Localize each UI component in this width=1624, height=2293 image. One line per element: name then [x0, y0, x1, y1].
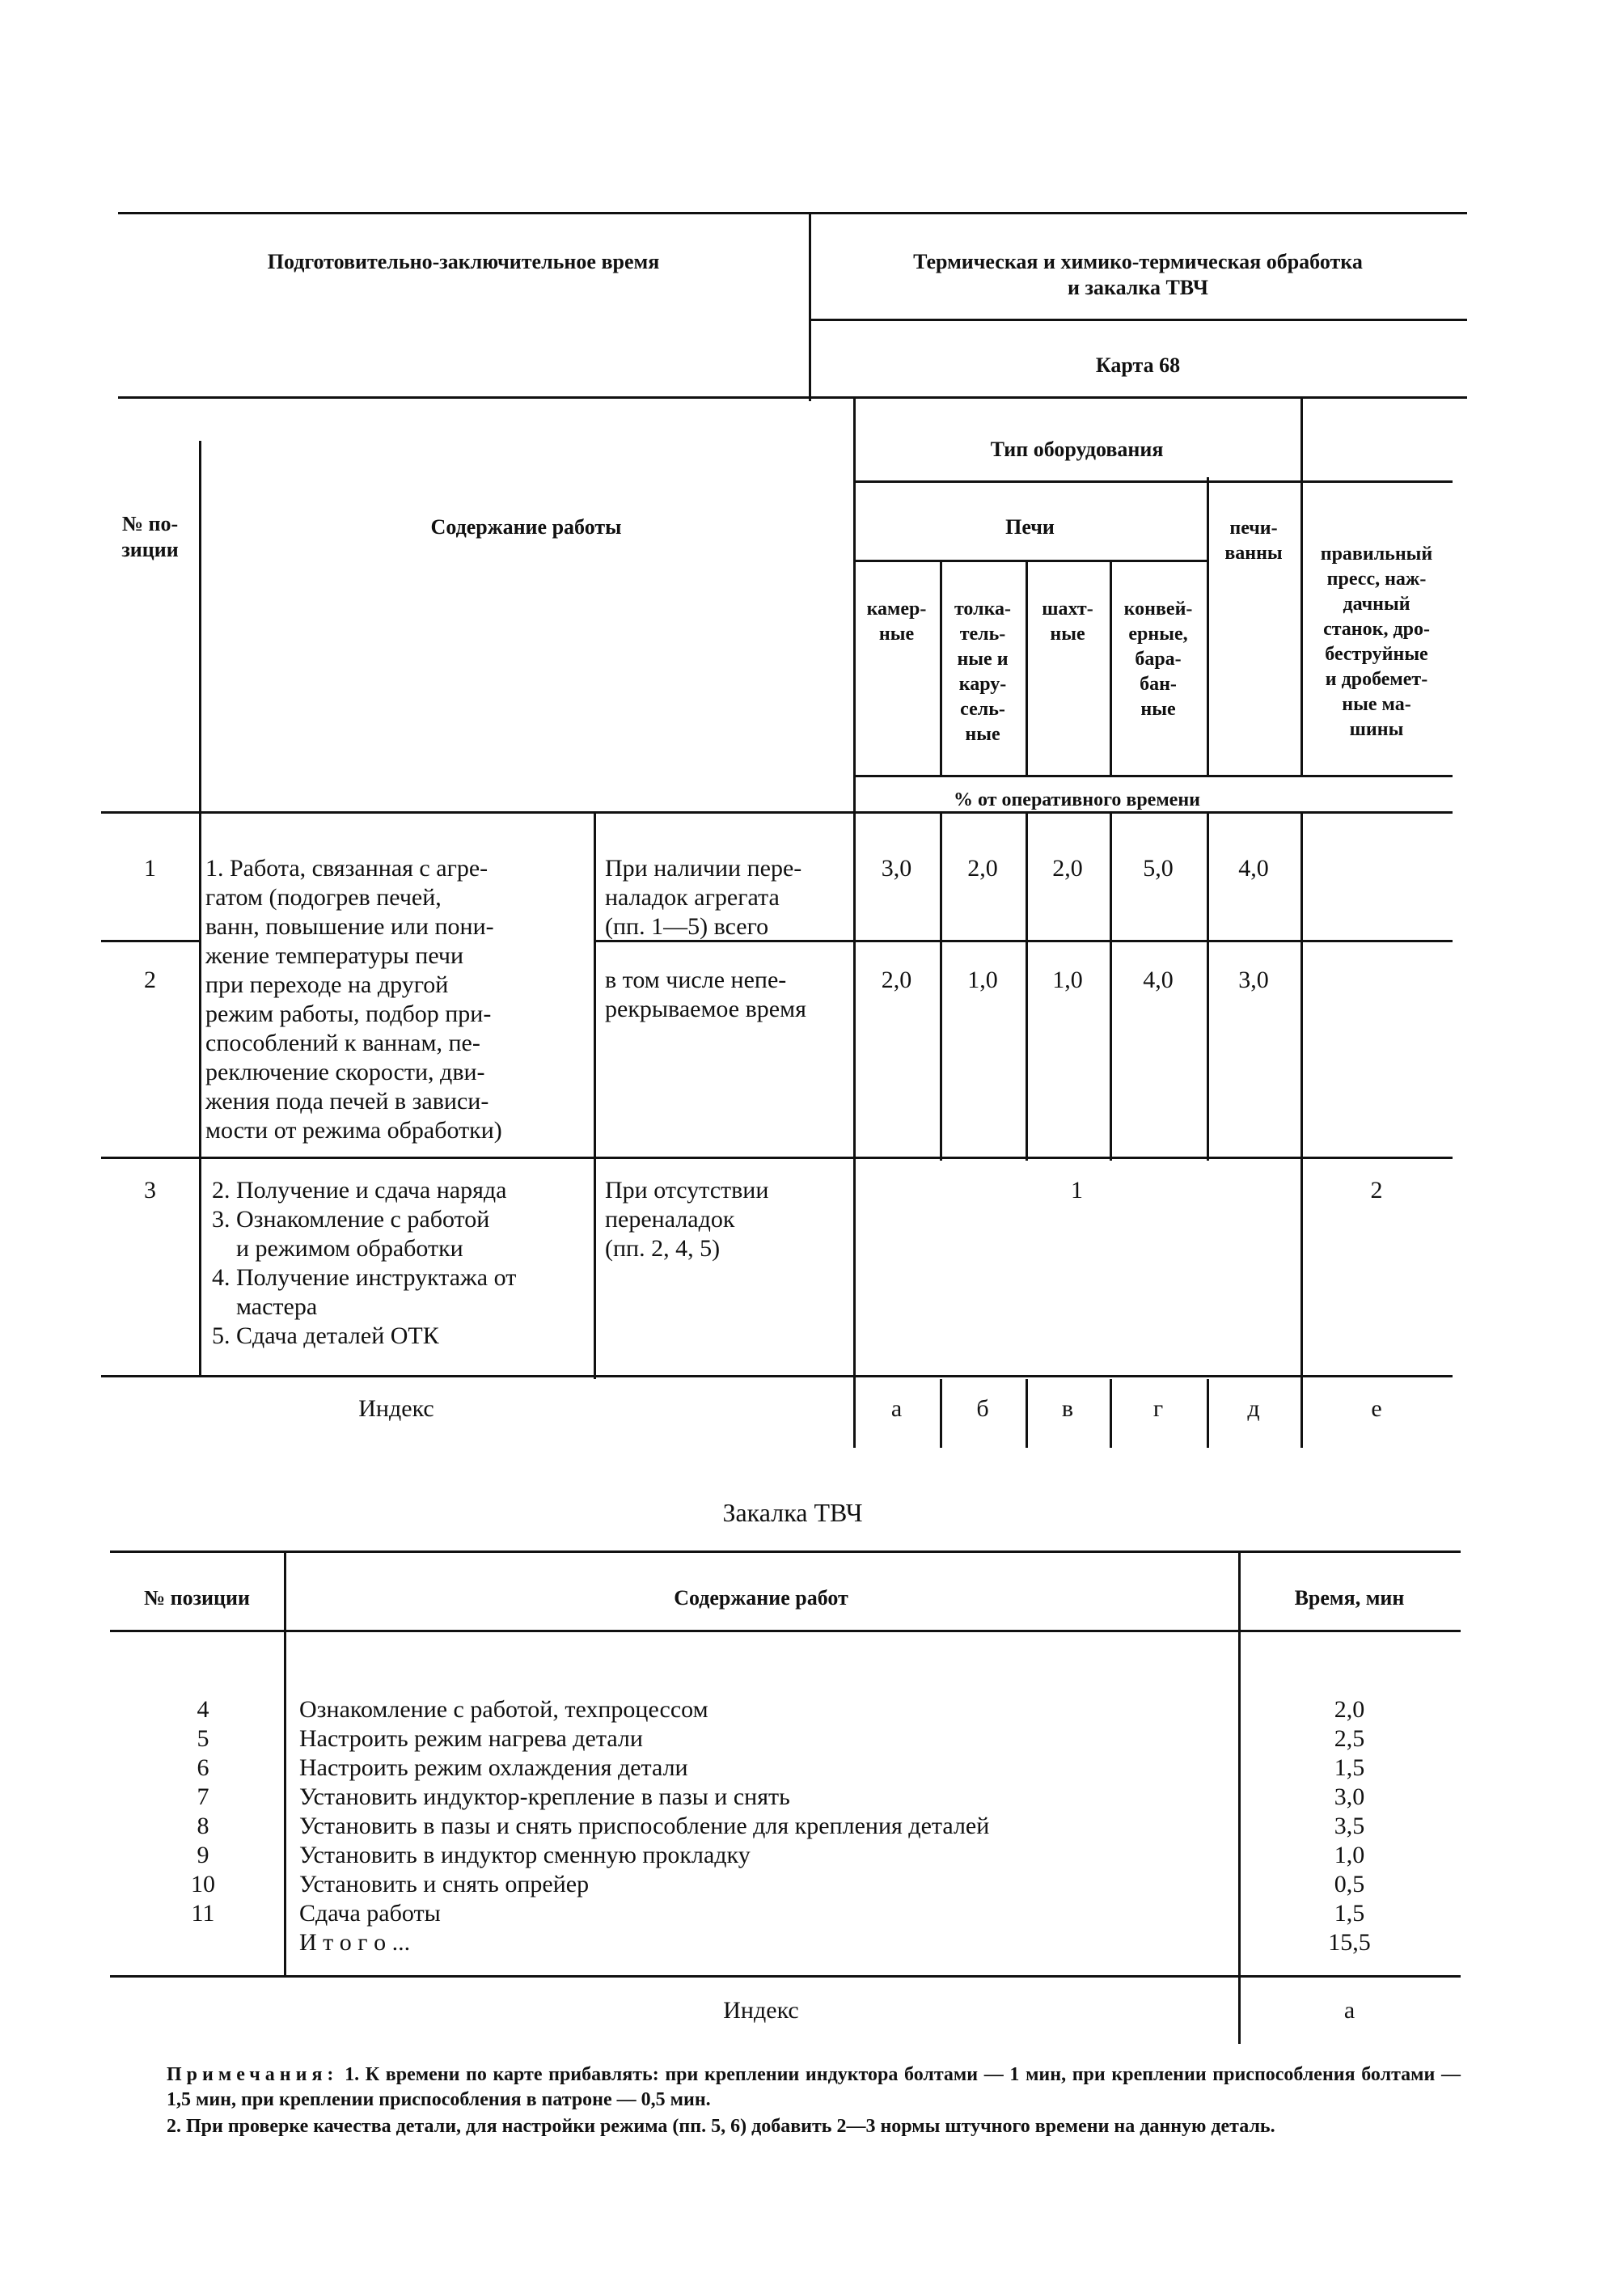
header-bottom-rule [118, 396, 1467, 399]
t2-row9-text: Установить в индуктор сменную прокладку [299, 1842, 751, 1868]
t1-sub-chamber: камер- ные [866, 599, 927, 645]
t1-row1-pos: 1 [144, 855, 156, 882]
t1-percent-label: % от оперативного времени [953, 789, 1200, 810]
t1-index-label: Индекс [358, 1395, 434, 1422]
t2-row11-text: Сдача работы [299, 1900, 441, 1927]
t1-row1-val-pusher: 2,0 [967, 855, 998, 882]
header-right-title-line1: Термическая и химико-термическая обработка [913, 250, 1363, 273]
t2-total-time: 15,5 [1328, 1929, 1371, 1956]
t1-index-g: г [1152, 1395, 1164, 1422]
t2-row10-pos: 10 [191, 1871, 215, 1897]
t1-cond-3: При отсутствии переналадок (пп. 2, 4, 5) [605, 1177, 769, 1262]
t1-col-content: Содержание работы [430, 515, 622, 539]
t1-hline-row3 [101, 1375, 1453, 1377]
t1-furnace-baths: печи- ванны [1224, 518, 1283, 564]
t2-row7-time: 3,0 [1334, 1783, 1365, 1810]
note-2-block [167, 2114, 1461, 2139]
t2-row6-text: Настроить режим охлаждения детали [299, 1754, 688, 1781]
t2-row9-pos: 9 [197, 1842, 209, 1868]
t2-row5-text: Настроить режим нагрева детали [299, 1725, 643, 1752]
t2-row5-pos: 5 [197, 1725, 209, 1752]
t1-row1-val-chamber: 3,0 [881, 855, 912, 882]
t1-row1-val-shaft: 2,0 [1052, 855, 1083, 882]
t2-row4-time: 2,0 [1334, 1696, 1365, 1723]
card-number: Карта 68 [1095, 353, 1181, 377]
t2-col-pos: № позиции [144, 1586, 250, 1610]
t1-content-1: 1. Работа, связанная с агре- гатом (подогрев печей, ванн, повышение или пони- жение температуры печи при переходе на другой режим работы, подбор при- способлений к ваннам, пе- реключение скорости, дви- жения пода печей в зависи- мости от режима обработки) [205, 855, 502, 1144]
t1-row2-val-shaft: 1,0 [1052, 967, 1083, 993]
t1-press: правильный пресс, наж- дачный станок, дро- беструйные и дробемет- ные ма- шины [1320, 544, 1433, 740]
t2-head-rule [110, 1630, 1461, 1632]
notes-label: Примечания: [167, 2064, 339, 2085]
t2-top-rule [110, 1551, 1461, 1553]
t1-row2-val-baths: 3,0 [1238, 967, 1269, 993]
header-card-rule [809, 319, 1467, 321]
t2-col-time: Время, мин [1294, 1586, 1405, 1610]
t1-row3-pos: 3 [144, 1177, 156, 1204]
t2-index-label: Индекс [723, 1997, 799, 2024]
t1-vline-r5 [1300, 813, 1303, 1448]
t2-row8-time: 3,5 [1334, 1813, 1365, 1839]
t1-vline-pos [199, 441, 201, 1375]
t1-sub-conveyor: конвей- ерные, бара- бан- ные [1123, 599, 1193, 720]
header-right-title-line2: и закалка ТВЧ [1068, 276, 1208, 299]
t1-hline-equip [853, 480, 1300, 483]
t2-row6-time: 1,5 [1334, 1754, 1365, 1781]
t1-hline-furnaces [853, 560, 1207, 562]
t2-col-content: Содержание работ [674, 1586, 848, 1610]
t2-row4-text: Ознакомление с работой, техпроцессом [299, 1696, 708, 1723]
header-top-rule [118, 212, 1467, 214]
t1-row3-last-value: 2 [1370, 1177, 1383, 1204]
t1-vline-2 [1026, 562, 1028, 776]
t1-index-d: д [1247, 1395, 1260, 1422]
t1-row1-val-baths: 4,0 [1238, 855, 1269, 882]
notes-block [167, 2062, 1461, 2113]
t2-row6-pos: 6 [197, 1754, 209, 1781]
t1-content-3: 2. Получение и сдача наряда 3. Ознакомление с работой и режимом обработки 4. Получение инструктажа от мастера 5. Сдача деталей ОТК [212, 1177, 517, 1349]
t2-row11-time: 1,5 [1334, 1900, 1365, 1927]
t2-title: Закалка ТВЧ [722, 1498, 863, 1527]
t1-index-a: а [890, 1395, 903, 1422]
t2-row11-pos: 11 [191, 1900, 215, 1927]
t1-index-v: в [1061, 1395, 1074, 1422]
t1-vline-cond [594, 813, 596, 1379]
t2-row8-text: Установить в пазы и снять приспособление для крепления деталей [299, 1813, 990, 1839]
t2-row9-time: 1,0 [1334, 1842, 1365, 1868]
t1-sub-shaft: шахт- ные [1042, 599, 1093, 645]
t1-equipment-type: Тип оборудования [990, 438, 1164, 461]
t1-cond-1: При наличии пере- наладок агрегата (пп. 1—5) всего [605, 855, 802, 940]
t2-index: а [1343, 1997, 1355, 2024]
t1-hline-row1-pos [101, 940, 200, 942]
t2-row4-pos: 4 [197, 1696, 209, 1723]
t2-row10-text: Установить и снять опрейер [299, 1871, 590, 1897]
t1-hline-subheads [853, 775, 1453, 777]
t1-index-b: б [976, 1395, 989, 1422]
t1-furnaces: Печи [1005, 515, 1055, 539]
t2-row10-time: 0,5 [1334, 1871, 1365, 1897]
t1-row2-val-chamber: 2,0 [881, 967, 912, 993]
t1-cond-2: в том числе непе- рекрываемое время [605, 967, 806, 1022]
note-1: 1. К времени по карте прибавлять: при креплении индуктора болтами — 1 мин, при креплении приспособления болтами — 1,5 мин, при креплении приспособления в патроне — 0,5 мин. [167, 2064, 1461, 2110]
t1-row1-val-conveyor: 5,0 [1143, 855, 1174, 882]
t1-sub-pusher: толка- тель- ные и кару- сель- ные [954, 599, 1012, 745]
header-right-title [809, 249, 1467, 301]
t1-row2-val-conveyor: 4,0 [1143, 967, 1174, 993]
t1-row3-merged-value: 1 [1071, 1177, 1083, 1204]
t1-row2-val-pusher: 1,0 [967, 967, 998, 993]
t1-hline-equip-right [1300, 480, 1453, 483]
t1-col-pos: № по- зиции [121, 512, 179, 561]
t2-body-rule [110, 1975, 1461, 1978]
t1-hline-row2 [101, 1157, 1453, 1159]
header-left-title: Подготовительно-заключительное время [267, 250, 660, 273]
t2-row8-pos: 8 [197, 1813, 209, 1839]
t1-index-e: е [1371, 1395, 1382, 1422]
note-2: 2. При проверке качества детали, для настройки режима (пп. 5, 6) добавить 2—3 нормы штучного времени на данную деталь. [167, 2116, 1275, 2137]
t1-vline-values [853, 396, 856, 1448]
t2-row7-text: Установить индуктор-крепление в пазы и снять [299, 1783, 790, 1810]
t2-row7-pos: 7 [197, 1783, 209, 1810]
t2-row5-time: 2,5 [1334, 1725, 1365, 1752]
t2-total-label: И т о г о ... [299, 1929, 411, 1956]
t1-row2-pos: 2 [144, 967, 156, 993]
